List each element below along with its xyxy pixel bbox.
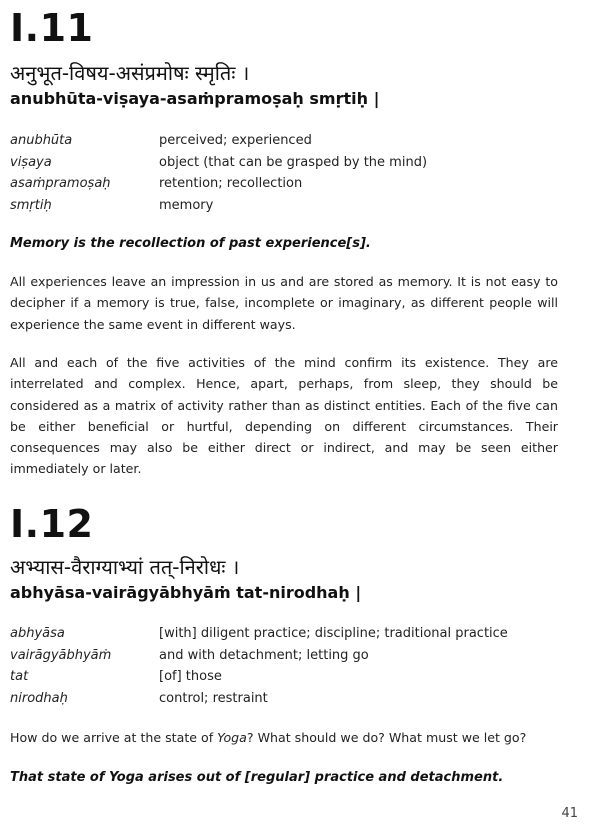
glossary-row bbox=[10, 173, 590, 195]
glossary-definition: [of] those bbox=[159, 669, 222, 684]
question-paragraph bbox=[10, 727, 558, 748]
glossary-term: asaṁpramoṣaḥ bbox=[10, 176, 111, 191]
sutra-number: I.12 bbox=[10, 502, 94, 546]
glossary-term: anubhūta bbox=[10, 133, 73, 148]
sutra-devanagari: अभ्यास-वैराग्याभ्यां तत्-निरोधः । bbox=[10, 555, 240, 579]
glossary-definition: control; restraint bbox=[159, 690, 268, 706]
glossary-row bbox=[10, 130, 590, 152]
question-text-end: ? What should we do? What must we let go? bbox=[246, 730, 527, 745]
glossary-row bbox=[10, 666, 590, 688]
sutra-devanagari: अनुभूत-विषय-असंप्रमोषः स्मृतिः । bbox=[10, 61, 250, 85]
glossary-term: viṣaya bbox=[10, 154, 52, 170]
glossary-definition: [with] diligent practice; discipline; traditional practice bbox=[159, 626, 508, 641]
glossary-term: smṛtiḥ bbox=[10, 197, 52, 213]
book-page bbox=[10, 0, 590, 830]
glossary-definition: memory bbox=[159, 197, 214, 213]
word-glossary bbox=[10, 130, 590, 216]
commentary-paragraph: All and each of the five activities of the mind confirm its existence. They are interrelated and complex. Hence, apart, perhaps, from sleep, they should be considered as a matrix of activity rather than as distinct entities. Each of the five can be either beneficial or hurtful, depending on different circumstances. Their consequences may also be either direct or indirect, and may be seen either immediately or later. bbox=[10, 355, 558, 477]
glossary-term: tat bbox=[10, 669, 29, 684]
sutra-summary: That state of Yoga arises out of [regular] practice and detachment. bbox=[10, 770, 504, 785]
glossary-definition: retention; recollection bbox=[159, 176, 303, 191]
glossary-definition: object (that can be grasped by the mind) bbox=[159, 154, 428, 170]
glossary-row bbox=[10, 152, 590, 174]
glossary-row bbox=[10, 623, 590, 645]
glossary-term: vairāgyābhyāṁ bbox=[10, 647, 112, 663]
page-number: 41 bbox=[561, 806, 578, 821]
glossary-row bbox=[10, 195, 590, 217]
commentary-paragraph: All experiences leave an impression in us and are stored as memory. It is not easy to decipher if a memory is true, false, incomplete or imaginary, as different people will experience the same event in different ways. bbox=[10, 274, 558, 332]
glossary-row bbox=[10, 688, 590, 710]
glossary-row bbox=[10, 645, 590, 667]
glossary-term: nirodhaḥ bbox=[10, 690, 68, 706]
sutra-transliteration: anubhūta-viṣaya-asaṁpramoṣaḥ smṛtiḥ | bbox=[10, 89, 380, 108]
glossary-definition: and with detachment; letting go bbox=[159, 647, 369, 663]
word-glossary bbox=[10, 623, 590, 709]
glossary-definition: perceived; experienced bbox=[159, 133, 312, 148]
question-text-start: How do we arrive at the state of bbox=[10, 730, 218, 745]
sutra-summary: Memory is the recollection of past experience[s]. bbox=[10, 236, 371, 251]
yoga-emphasis: Yoga bbox=[217, 730, 247, 745]
sutra-number: I.11 bbox=[10, 6, 94, 50]
glossary-term: abhyāsa bbox=[10, 626, 65, 641]
sutra-transliteration: abhyāsa-vairāgyābhyāṁ tat-nirodhaḥ | bbox=[10, 583, 362, 602]
